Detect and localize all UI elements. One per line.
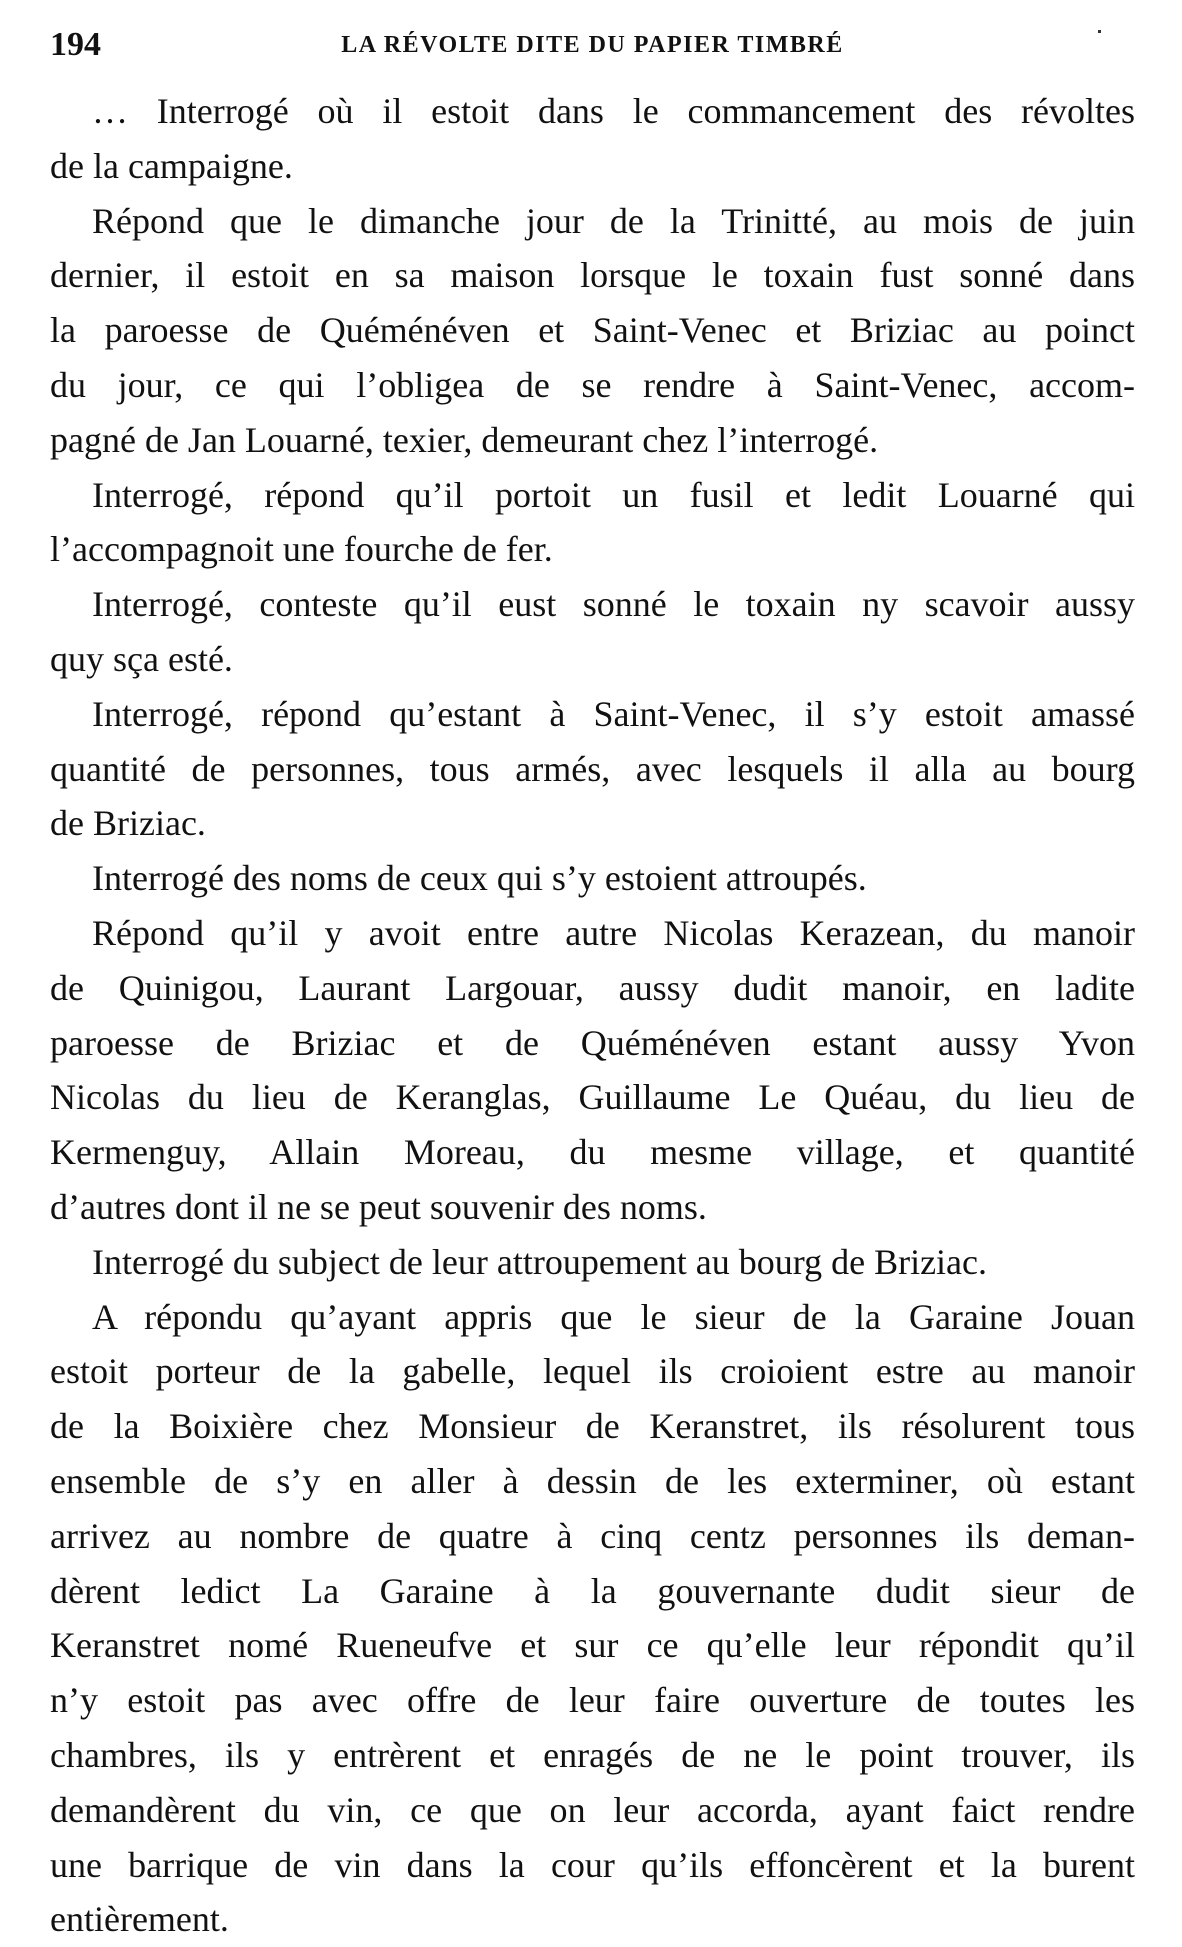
paragraph [50,1290,1135,1947]
text-line: chambres, ils y entrèrent et enragés de ne le point trouver, ils [50,1734,1135,1775]
text-line: Nicolas du lieu de Keranglas, Guillaume Le Quéau, du lieu de [50,1077,1135,1118]
text-line: dèrent ledict La Garaine à la gouvernante dudit sieur de [50,1570,1135,1611]
text-line: d’autres dont il ne se peut souvenir des noms. [50,1186,707,1227]
text-line: arrivez au nombre de quatre à cinq centz personnes ils deman- [50,1515,1135,1556]
text-line: A répondu qu’ayant appris que le sieur de la Garaine Jouan [92,1296,1135,1337]
text-line: paroesse de Briziac et de Quéménéven estant aussy Yvon [50,1022,1135,1063]
page-number: 194 [50,26,101,63]
text-line: n’y estoit pas avec offre de leur faire ouverture de toutes les [50,1680,1135,1721]
paragraph [50,687,1135,851]
text-line: l’accompagnoit une fourche de fer. [50,529,553,570]
text-line: estoit porteur de la gabelle, lequel ils croioient estre au manoir [50,1351,1135,1392]
running-title: LA RÉVOLTE DITE DU PAPIER TIMBRÉ [341,32,844,58]
text-line: Kermenguy, Allain Moreau, du mesme village, et quantité [50,1132,1135,1173]
text-line: ensemble de s’y en aller à dessin de les exterminer, où estant [50,1460,1135,1501]
text-line: Interrogé du subject de leur attroupement au bourg de Briziac. [92,1241,988,1282]
scan-speck [1098,30,1101,33]
text-line: Interrogé, répond qu’il portoit un fusil et ledit Louarné qui [92,474,1135,515]
text-line: de Quinigou, Laurant Largouar, aussy dudit manoir, en ladite [50,967,1135,1008]
text-line: quantité de personnes, tous armés, avec lesquels il alla au bourg [50,748,1135,789]
text-line: la paroesse de Quéménéven et Saint-Venec et Briziac au poinct [50,310,1135,351]
text-line: Keranstret nomé Rueneufve et sur ce qu’elle leur répondit qu’il [50,1625,1135,1666]
text-line: une barrique de vin dans la cour qu’ils effoncèrent et la burent [50,1844,1135,1885]
text-line: Répond qu’il y avoit entre autre Nicolas Kerazean, du manoir [92,912,1135,953]
paragraph [50,468,1135,578]
text-line: quy sça esté. [50,638,233,679]
paragraph [50,84,1135,194]
paragraph [50,906,1135,1235]
text-line: Interrogé, répond qu’estant à Saint-Venec, il s’y estoit amassé [92,693,1135,734]
page-header [50,22,1135,72]
text-line: entièrement. [50,1899,229,1940]
text-line: Répond que le dimanche jour de la Trinitté, au mois de juin [92,200,1135,241]
paragraph [50,577,1135,687]
paragraph [50,851,1135,906]
text-line: … Interrogé où il estoit dans le commancement des révoltes [92,91,1135,131]
body-text [50,84,1135,1947]
text-line: Interrogé, conteste qu’il eust sonné le toxain ny scavoir aussy [92,584,1135,625]
text-line: de Briziac. [50,803,206,844]
text-line: dernier, il estoit en sa maison lorsque le toxain fust sonné dans [50,255,1135,296]
paragraph [50,194,1135,468]
text-line: de la campaigne. [50,145,293,186]
text-line: Interrogé des noms de ceux qui s’y estoient attroupés. [92,858,867,899]
paragraph [50,1235,1135,1290]
text-line: pagné de Jan Louarné, texier, demeurant chez l’interrogé. [50,419,879,460]
text-line: du jour, ce qui l’obligea de se rendre à Saint-Venec, accom- [50,364,1135,405]
text-line: demandèrent du vin, ce que on leur accorda, ayant faict rendre [50,1789,1135,1830]
text-line: de la Boixière chez Monsieur de Keranstret, ils résolurent tous [50,1406,1135,1447]
